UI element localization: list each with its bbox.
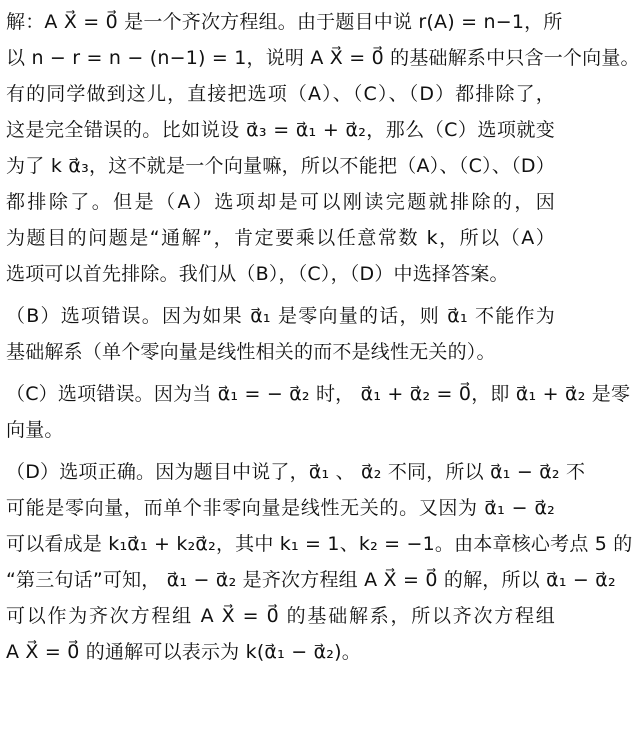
text-line: 可以看成是 k₁α⃗₁ + k₂α⃗₂，其中 k₁ = 1、k₂ = −1。由本章核心考点 5 的: [6, 533, 633, 555]
text-line: 有的同学做到这儿，直接把选项（A）、（C）、（D）都排除了，: [6, 83, 555, 105]
text-line: 这是完全错误的。比如说设 α⃗₃ = α⃗₁ + α⃗₂，那么（C）选项就变: [6, 119, 555, 141]
text-line: 选项可以首先排除。我们从（B），（C），（D）中选择答案。: [6, 263, 509, 285]
text-line: 都排除了。但是（A）选项却是可以刚读完题就排除的，因: [6, 191, 555, 213]
text-line: （B）选项错误。因为如果 α⃗₁ 是零向量的话，则 α⃗₁ 不能作为: [6, 305, 555, 327]
text-line: 为题目的问题是“通解”，肯定要乘以任意常数 k，所以（A）: [6, 227, 555, 249]
text-line: “第三句话”可知， α⃗₁ − α⃗₂ 是齐次方程组 A X⃗ = 0⃗ 的解，所以 α⃗₁ − α⃗₂: [6, 569, 616, 591]
text-line: （D）选项正确。因为题目中说了，α⃗₁ 、 α⃗₂ 不同，所以 α⃗₁ − α⃗₂ 不: [6, 461, 586, 483]
paragraph-option-b: [6, 298, 555, 370]
text-line: 解：A X⃗ = 0⃗ 是一个齐次方程组。由于题目中说 r(A) = n−1，所: [6, 11, 563, 33]
paragraph-option-d: [6, 454, 633, 670]
text-line: （C）选项错误。因为当 α⃗₁ = − α⃗₂ 时， α⃗₁ + α⃗₂ = 0⃗，即 α⃗₁ + α⃗₂ 是零: [6, 383, 631, 405]
paragraph-solution-intro: [6, 4, 640, 292]
text-line: 以 n − r = n − (n−1) = 1，说明 A X⃗ = 0⃗ 的基础解系中只含一个向量。: [6, 47, 640, 69]
paragraph-option-c: [6, 376, 631, 448]
text-line: 基础解系（单个零向量是线性相关的而不是线性无关的）。: [6, 341, 496, 363]
text-line: 可能是零向量，而单个非零向量是线性无关的。又因为 α⃗₁ − α⃗₂: [6, 497, 555, 519]
text-line: 向量。: [6, 419, 64, 441]
text-line: 为了 k α⃗₃，这不就是一个向量嘛，所以不能把（A）、（C）、（D）: [6, 155, 555, 177]
text-line: 可以作为齐次方程组 A X⃗ = 0⃗ 的基础解系，所以齐次方程组: [6, 605, 555, 627]
text-line: A X⃗ = 0⃗ 的通解可以表示为 k(α⃗₁ − α⃗₂)。: [6, 641, 361, 663]
